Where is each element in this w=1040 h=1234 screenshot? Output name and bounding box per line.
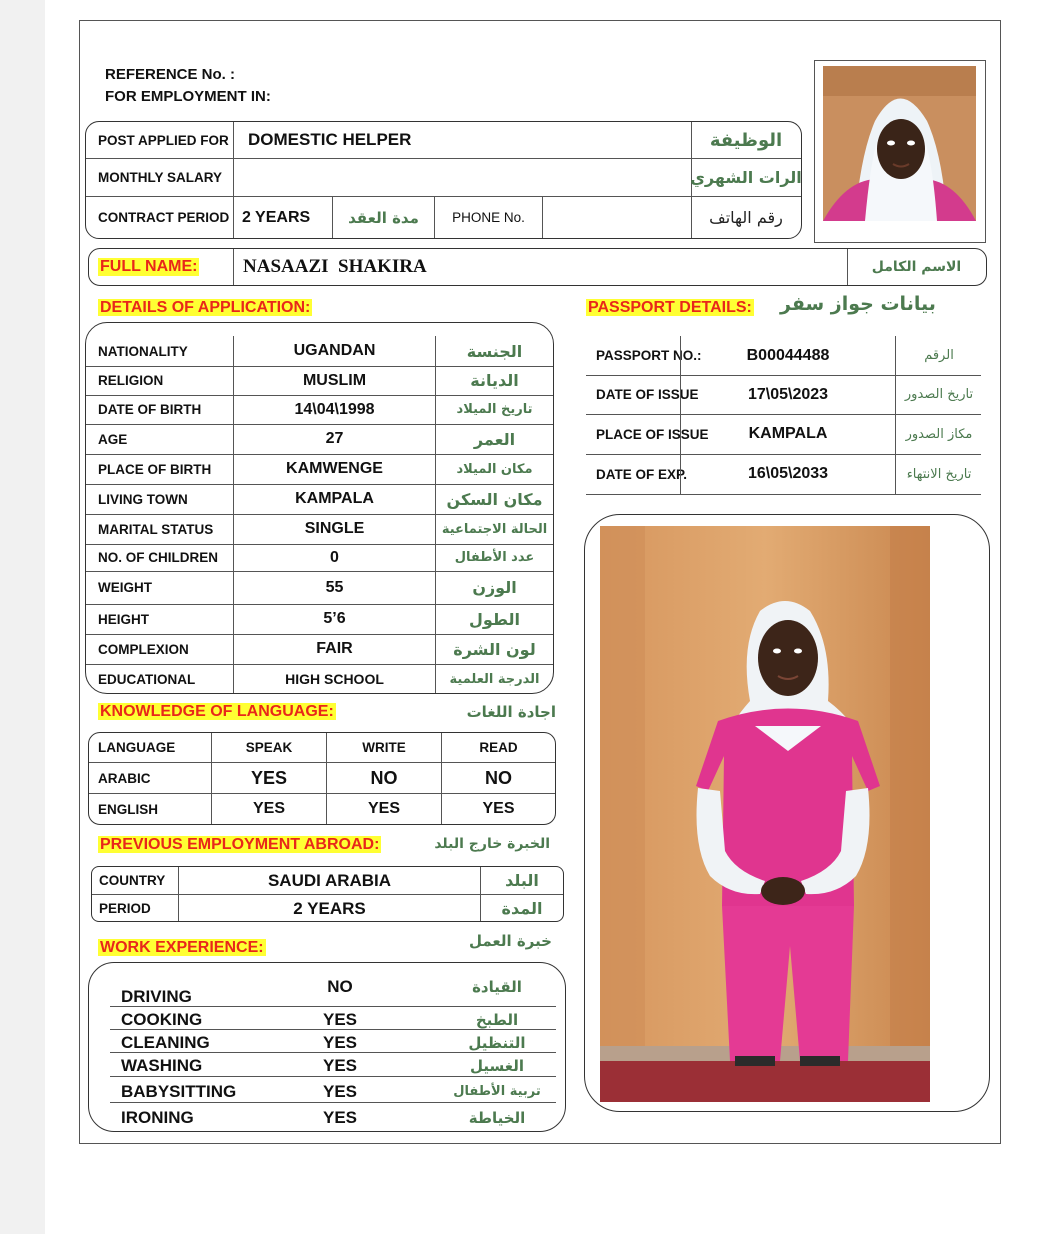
previous-title-wrap (98, 836, 381, 854)
post-label: POST APPLIED FOR (98, 132, 229, 148)
previous-arabic: المدة (501, 899, 543, 918)
passport-arabic: الرقم (924, 348, 954, 363)
work-arabic: القيادة (472, 977, 522, 996)
language-cell: NO (485, 767, 512, 788)
passport-value: 17\05\2023 (747, 385, 829, 403)
detail-arabic: الحالة الاجتماعية (441, 521, 548, 537)
passport-label: PASSPORT NO.: (596, 348, 702, 363)
work-label: BABYSITTING (121, 1081, 237, 1101)
passport-label: PLACE OF ISSUE (596, 426, 709, 442)
passport-title-wrap (586, 299, 754, 317)
detail-label: RELIGION (98, 373, 164, 388)
detail-arabic: عدد الأطفال (454, 550, 535, 565)
language-cell: YES (367, 800, 400, 817)
detail-value: 55 (325, 578, 344, 596)
passport-arabic: مكاز الصدور (905, 426, 973, 442)
passport-value: B00044488 (746, 346, 830, 364)
phone-label: PHONE No. (452, 210, 525, 225)
language-title-arabic: اجادة اللغات (466, 703, 556, 721)
passport-title-arabic: بيانات جواز سفر (780, 293, 936, 315)
detail-label: PLACE OF BIRTH (98, 461, 212, 477)
work-arabic: الطبخ (475, 1010, 519, 1029)
work-arabic: تربية الأطفال (453, 1084, 541, 1099)
detail-arabic: الدرجة العلمية (449, 671, 540, 687)
detail-label: COMPLEXION (98, 641, 189, 657)
detail-arabic: مكان السكن (446, 489, 543, 509)
full-body-photo (600, 526, 930, 1102)
work-label: CLEANING (121, 1032, 210, 1052)
detail-value: 5’6 (323, 610, 346, 627)
work-label: WASHING (121, 1055, 203, 1075)
work-label: DRIVING (121, 986, 192, 1006)
language-title: KNOWLEDGE OF LANGUAGE: (100, 703, 334, 720)
contract-arabic: مدة العقد (348, 208, 419, 227)
work-value: YES (322, 1009, 358, 1029)
detail-value: 0 (330, 548, 339, 566)
language-title-wrap (98, 703, 336, 721)
details-title-wrap (98, 299, 312, 317)
detail-value: SINGLE (304, 520, 365, 537)
work-value: YES (322, 1107, 358, 1127)
work-title-arabic: خبرة العمل (468, 932, 552, 950)
detail-value: KAMPALA (295, 490, 374, 507)
detail-arabic: لون الشرة (453, 639, 536, 659)
details-title: DETAILS OF APPLICATION: (100, 299, 311, 316)
detail-arabic: مكان الميلاد (456, 461, 533, 477)
work-value: YES (322, 1032, 358, 1052)
detail-arabic: الطول (469, 609, 520, 629)
detail-value: MUSLIM (302, 371, 367, 389)
detail-arabic: الديانة (470, 371, 519, 390)
previous-arabic: البلد (505, 871, 539, 890)
detail-arabic: تاريخ الميلاد (456, 402, 533, 417)
detail-label: NATIONALITY (98, 343, 188, 359)
language-header: SPEAK (245, 740, 293, 755)
detail-value: 27 (325, 430, 344, 447)
employment-label: FOR EMPLOYMENT IN: (105, 88, 271, 105)
full-body-illustration (600, 526, 930, 1102)
passport-value: 16\05\2033 (747, 465, 829, 482)
language-cell: ARABIC (98, 770, 151, 786)
language-header: LANGUAGE (98, 740, 176, 755)
reference-label: REFERENCE No. : (105, 66, 236, 83)
detail-label: HEIGHT (98, 611, 150, 627)
portrait-photo (814, 60, 986, 243)
detail-label: NO. OF CHILDREN (98, 550, 218, 565)
language-cell: NO (370, 767, 398, 788)
detail-value: UGANDAN (293, 342, 376, 359)
phone-arabic: رقم الهاتف (709, 208, 783, 227)
passport-title: PASSPORT DETAILS: (588, 299, 752, 316)
previous-title-arabic: الخبرة خارج البلد (434, 836, 550, 852)
work-label: COOKING (121, 1009, 203, 1029)
detail-label: AGE (98, 431, 128, 447)
previous-title: PREVIOUS EMPLOYMENT ABROAD: (100, 836, 380, 853)
passport-arabic: تاريخ الانتهاء (906, 466, 972, 482)
detail-value: HIGH SCHOOL (285, 671, 384, 687)
work-value: YES (322, 1081, 358, 1101)
passport-arabic: تاريخ الصدور (904, 387, 974, 402)
detail-label: MARITAL STATUS (98, 521, 214, 537)
previous-value: SAUDI ARABIA (267, 870, 392, 890)
post-value: DOMESTIC HELPER (248, 130, 412, 149)
work-row-divider (110, 1076, 556, 1077)
full-name-label: FULL NAME: (100, 258, 198, 275)
detail-value: 14\04\1998 (294, 400, 375, 418)
work-title: WORK EXPERIENCE: (100, 939, 264, 956)
language-header: WRITE (362, 740, 406, 755)
language-cell: ENGLISH (98, 801, 159, 817)
passport-label: DATE OF EXP. (596, 466, 688, 482)
language-cell: YES (250, 767, 288, 788)
previous-value: 2 YEARS (293, 898, 366, 918)
post-arabic: الوظيفة (709, 129, 783, 151)
work-title-wrap (98, 939, 266, 957)
passport-value: KAMPALA (748, 425, 828, 442)
work-arabic: التنظيل (468, 1033, 526, 1052)
portrait-illustration (815, 61, 986, 243)
detail-label: DATE OF BIRTH (98, 402, 202, 417)
detail-label: WEIGHT (98, 580, 152, 595)
language-cell: YES (482, 800, 515, 817)
work-arabic: الغسيل (469, 1056, 525, 1075)
passport-row-divider (586, 494, 981, 495)
contract-value: 2 YEARS (242, 208, 311, 226)
work-row-divider (110, 1102, 556, 1103)
detail-arabic: الجنسة (466, 341, 523, 361)
previous-label: PERIOD (99, 901, 151, 916)
full-name-value: NASAAZI SHAKIRA (243, 256, 427, 277)
full-name-arabic: الاسم الكامل (871, 259, 962, 275)
salary-label: MONTHLY SALARY (98, 170, 223, 185)
work-label: IRONING (121, 1107, 194, 1127)
contract-label: CONTRACT PERIOD (98, 210, 230, 225)
language-header: READ (479, 740, 518, 755)
salary-arabic: الرات الشهري (690, 168, 802, 187)
passport-label: DATE OF ISSUE (596, 387, 699, 402)
detail-value: FAIR (316, 640, 353, 657)
detail-value: KAMWENGE (286, 460, 383, 477)
full-name-label-wrap (98, 249, 199, 285)
detail-label: EDUCATIONAL (98, 671, 196, 687)
language-cell: YES (252, 800, 285, 817)
work-value: NO (327, 976, 353, 996)
previous-label: COUNTRY (99, 873, 166, 888)
detail-arabic: الوزن (472, 578, 517, 597)
detail-arabic: العمر (473, 429, 516, 449)
work-arabic: الخياطة (468, 1108, 526, 1127)
detail-label: LIVING TOWN (98, 491, 188, 507)
work-value: YES (322, 1055, 358, 1075)
